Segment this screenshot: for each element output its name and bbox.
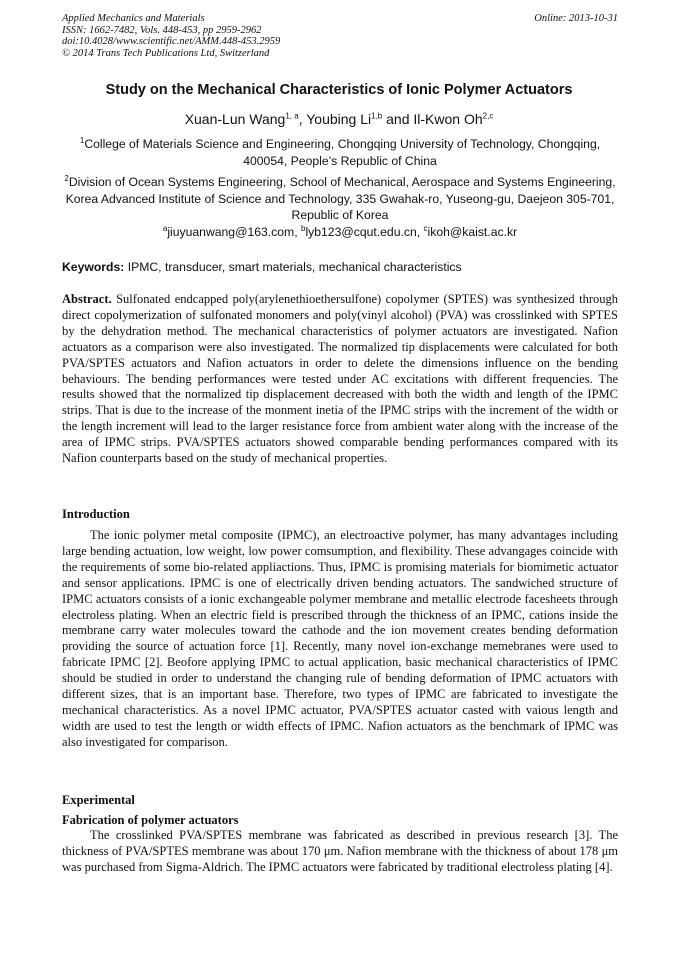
introduction-paragraph: The ionic polymer metal composite (IPMC), an electroactive polymer, has many advantages including large bending actuation, low weight, low power comsumption, and flexibility. These advangages coincide with the requirements of some bio-related appliactions. Thus, IPMC is promising materials for biomimetic actuator and sensor applications. IPMC is one of electrically driven bending actuators. The sandwiched structure of IPMC actuators consists of a ionic exchangeable polymer membrane and metallic electrode facesheets through electroless plating. When an electric field is prescribed through the thickness of an IPMC, cations inside the membrane carry water molecules toward the cathode and the ion movement creates bending deformation providing the source of actuation force [1]. Recently, many novel ion-exchange memebranes were used to fabricate IPMC [2]. Beofore applying IPMC to actual application, basic mechanical characteristics of IPMC should be studied in order to understand the changing rule of bending deformation of IPMC actuators with different sizes, that is an important base. Therefore, two types of IPMC are fabricated to investigate the mechanical characteristics. As a novel IPMC actuator, PVA/SPTES actuator casted with vaious length and width are used to test the length or width effects of IPMC. Nafion actuators as the benchmark of IPMC was also investigated for comparison. (62, 528, 618, 749)
email-address[interactable]: ikoh@kaist.ac.kr (427, 225, 518, 239)
copyright-line: © 2014 Trans Tech Publications Ltd, Switzerland (62, 47, 270, 59)
keywords-line (62, 260, 618, 274)
experimental-heading: Experimental (62, 793, 135, 807)
fabrication-paragraph: The crosslinked PVA/SPTES membrane was fabricated as described in previous research [3]. The thickness of PVA/SPTES membrane was about 170 μm. Nafion membrane with the thickness of about 178 μm was purchased from Sigma-Aldrich. The IPMC actuators were fabricated by traditional electroless plating [4]. (62, 828, 618, 874)
issn-line: ISSN: 1662-7482, Vols. 448-453, pp 2959-2962 (62, 24, 262, 36)
author-name: Youbing Li (306, 111, 372, 127)
journal-name: Applied Mechanics and Materials (62, 13, 205, 24)
abstract-label: Abstract. (62, 292, 112, 306)
affiliation-text: Division of Ocean Systems Engineering, School of Mechanical, Aerospace and Systems Engineering, Korea Advanced Institute of Science and Technology, 335 Gwahak-ro, Yuseong-gu, Daejeon 305-701, Republic of Korea (65, 175, 616, 222)
online-date: Online: 2013-10-31 (534, 13, 618, 24)
keywords-text: IPMC, transducer, smart materials, mechanical characteristics (127, 260, 462, 274)
author-separator: , (298, 111, 307, 127)
fabrication-subheading: Fabrication of polymer actuators (62, 813, 239, 827)
email-sup: b (300, 223, 306, 233)
author-list (40, 111, 638, 127)
affiliation-text: College of Materials Science and Engineering, Chongqing University of Technology, Chongqing, 400054, People’s Republic of China (84, 137, 601, 168)
email-sup: a (162, 223, 168, 233)
author-separator: and (382, 111, 414, 127)
email-sup: c (423, 223, 428, 233)
introduction-heading: Introduction (62, 507, 130, 521)
doi-line: doi:10.4028/www.scientific.net/AMM.448-453.2959 (62, 36, 281, 47)
author-sup: 2,c (482, 111, 494, 121)
affiliation-2 (62, 174, 618, 224)
abstract-text: Sulfonated endcapped poly(arylenethioethersulfone) copolymer (SPTES) was synthesized through direct copolymerization of sulfonated monomers and poly(vinyl alcohol) (PVA) was crosslinked with SPTES by the dehydration method. The mechanical characteristics of polymer actuators are investigated. Nafion actuators as a comparison were also investigated. The normalized tip displacements were calculated for both PVA/SPTES actuators and Nafion actuators in order to delete the dimensions influence on the bending behaviours. The bending performances were tested under AC excitations with different frequencies. The results showed that the normalized tip displacement decreased with both the width and length of the IPMC strips. That is due to the increase of the monment inetia of the IPMC strips with the increment of the width or the length increment will lead to the larger resistance force from ambient water along with the increase of the area of IPMC strips. PVA/SPTES actuators showed comparable bending performances compared with its Nafion counterparts based on the study of mechanical properties. (62, 292, 619, 466)
author-sup: 1, a (285, 111, 299, 121)
affiliation-sup: 1 (79, 135, 85, 145)
author-name: Xuan-Lun Wang (184, 111, 286, 127)
affiliation-sup: 2 (64, 173, 69, 183)
paper-title: Study on the Mechanical Characteristics of Ionic Polymer Actuators (105, 82, 573, 98)
email-address[interactable]: jiuyuanwang@163.com (167, 225, 295, 239)
affiliation-1 (62, 136, 618, 169)
keywords-label: Keywords: (62, 260, 125, 274)
author-name: Il-Kwon Oh (413, 111, 483, 127)
abstract-paragraph (62, 292, 618, 467)
email-list: $^a$jiuyuanwang@163.com, $^b$lyb123@cqut.edu.cn, $^c$ikoh@kaist.ac.kr (162, 223, 518, 239)
journal-header (62, 13, 618, 59)
author-sup: 1,b (371, 111, 383, 121)
email-address[interactable]: lyb123@cqut.edu.cn (305, 225, 417, 239)
